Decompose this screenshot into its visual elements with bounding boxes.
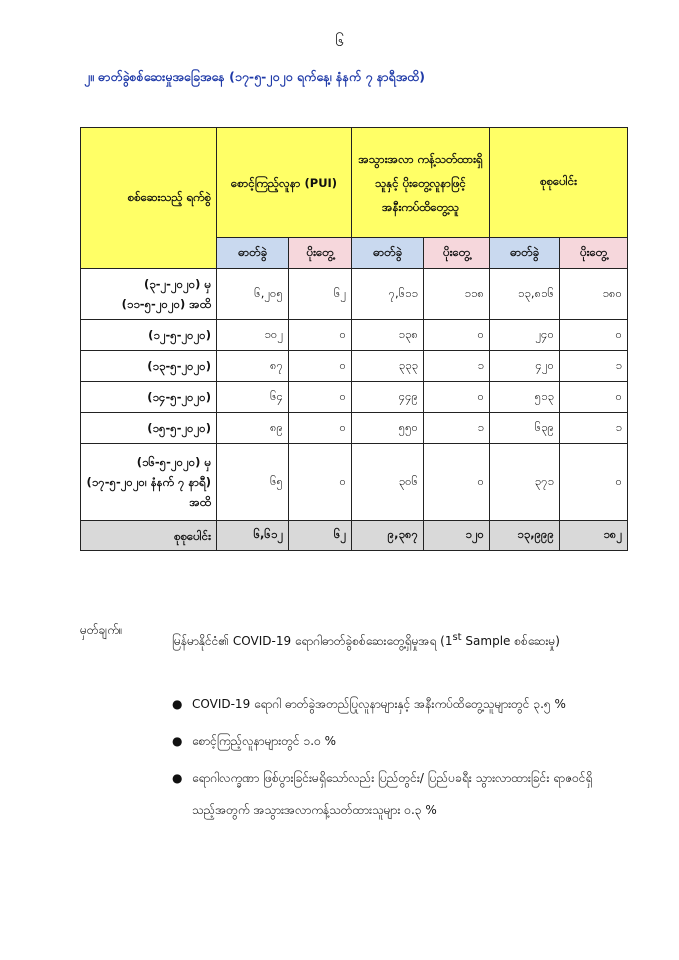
row-date: (၁၄-၅-၂၀၂၀) bbox=[81, 382, 217, 413]
table-row bbox=[81, 320, 628, 351]
bullet-icon: ● bbox=[172, 771, 183, 785]
total-positive-value: ၀ bbox=[560, 320, 628, 351]
pui-tested-value: ၆၄ bbox=[217, 382, 289, 413]
contacts-tested-value: ၃၃၃ bbox=[352, 351, 424, 382]
contacts-positive-value: ၀ bbox=[424, 444, 490, 521]
bullet-icon: ● bbox=[172, 734, 183, 748]
pui-tested-total: ၆,၆၁၂ bbox=[217, 521, 289, 551]
total-positive-value: ၁၈၀ bbox=[560, 269, 628, 320]
row-date: (၃-၂-၂၀၂၀) မှ (၁၁-၅-၂၀၂၀) အထိ bbox=[81, 269, 217, 320]
contacts-tested-value: ၄၄၉ bbox=[352, 382, 424, 413]
pui-tested-value: ၁၀၂ bbox=[217, 320, 289, 351]
contacts-positive-value: ၀ bbox=[424, 320, 490, 351]
pui-positive-value: ၀ bbox=[289, 444, 352, 521]
notes-intro bbox=[172, 622, 630, 657]
total-positive-value: ၁ bbox=[560, 351, 628, 382]
row-date: (၁၅-၅-၂၀၂၀) bbox=[81, 413, 217, 444]
bullet-icon: ● bbox=[172, 697, 183, 711]
pui-tested-value: ၈၇ bbox=[217, 351, 289, 382]
contacts-positive-value: ၀ bbox=[424, 382, 490, 413]
pui-tested-value: ၆,၂၀၅ bbox=[217, 269, 289, 320]
contacts-positive-value: ၁ bbox=[424, 351, 490, 382]
notes-intro-text: မြန်မာနိုင်ငံ၏ COVID-19 ရောဂါဓာတ်ခွဲစစ်ဆေးတွေ့ရှိမှုအရ (1 bbox=[172, 634, 453, 648]
contacts-positive-total: ၁၂၀ bbox=[424, 521, 490, 551]
notes-label: မှတ်ချက်။ bbox=[80, 623, 123, 637]
subheader-contacts-positive: ပိုးတွေ့ bbox=[424, 238, 490, 269]
page-number: ၆ bbox=[335, 31, 344, 50]
pui-positive-value: ၆၂ bbox=[289, 269, 352, 320]
subheader-pui-tested: ဓာတ်ခွဲ bbox=[217, 238, 289, 269]
notes-list bbox=[172, 688, 630, 831]
list-item bbox=[172, 762, 630, 826]
list-item bbox=[172, 688, 630, 720]
pui-tested-value: ၈၉ bbox=[217, 413, 289, 444]
contacts-tested-value: ၇,၆၁၁ bbox=[352, 269, 424, 320]
notes-intro-text-end: Sample စစ်ဆေးမှု) bbox=[461, 634, 560, 648]
contacts-positive-value: ၁ bbox=[424, 413, 490, 444]
pui-positive-total: ၆၂ bbox=[289, 521, 352, 551]
table-row bbox=[81, 269, 628, 320]
total-tested-value: ၂၄၀ bbox=[490, 320, 560, 351]
grand-positive-total: ၁၈၂ bbox=[560, 521, 628, 551]
contacts-tested-value: ၃၀၆ bbox=[352, 444, 424, 521]
note-item-text: COVID-19 ရောဂါ ဓာတ်ခွဲအတည်ပြုလူနာများနှင့် အနီးကပ်ထိတွေ့သူများတွင် ၃.၅ % bbox=[192, 697, 566, 711]
subheader-total-tested: ဓာတ်ခွဲ bbox=[490, 238, 560, 269]
header-contacts: အသွားအလာ ကန့်သတ်ထားရှိသူနှင့် ပိုးတွေ့လူနာဖြင့် အနီးကပ်ထိတွေ့သူ bbox=[352, 128, 490, 238]
section-heading: ၂။ ဓာတ်ခွဲစစ်ဆေးမှုအခြေအနေ (၁၇-၅-၂၀၂၀ ရက်နေ့၊ နံနက် ၇ နာရီအထိ) bbox=[84, 69, 425, 84]
grand-tested-total: ၁၃,၉၉၉ bbox=[490, 521, 560, 551]
row-date: (၁၂-၅-၂၀၂၀) bbox=[81, 320, 217, 351]
list-item bbox=[172, 725, 630, 757]
total-tested-value: ၆၃၉ bbox=[490, 413, 560, 444]
note-item-text: စောင့်ကြည့်လူနာများတွင် ၁.၀ % bbox=[192, 734, 337, 748]
contacts-tested-value: ၅၅၀ bbox=[352, 413, 424, 444]
pui-tested-value: ၆၅ bbox=[217, 444, 289, 521]
total-tested-value: ၁၃,၈၁၆ bbox=[490, 269, 560, 320]
header-pui: စောင့်ကြည့်လူနာ (PUI) bbox=[217, 128, 352, 238]
table-row bbox=[81, 413, 628, 444]
total-positive-value: ၁ bbox=[560, 413, 628, 444]
row-date: (၁၃-၅-၂၀၂၀) bbox=[81, 351, 217, 382]
total-row bbox=[81, 521, 628, 551]
header-total: စုစုပေါင်း bbox=[490, 128, 628, 238]
note-item-text: ရောဂါလက္ခဏာ ဖြစ်ပွားခြင်းမရှိသော်လည်း ပြည်တွင်း/ ပြည်ပခရီး သွားလာထားခြင်း ရာဇဝင်ရှိသည့်အတွက် အသွားအလာကန့်သတ်ထားသူများ ၀.၃ % bbox=[192, 771, 593, 817]
contacts-positive-value: ၁၁၈ bbox=[424, 269, 490, 320]
table-row bbox=[81, 444, 628, 521]
table-row bbox=[81, 351, 628, 382]
pui-positive-value: ၀ bbox=[289, 382, 352, 413]
pui-positive-value: ၀ bbox=[289, 351, 352, 382]
contacts-tested-total: ၉,၃၈၇ bbox=[352, 521, 424, 551]
subheader-pui-positive: ပိုးတွေ့ bbox=[289, 238, 352, 269]
contacts-tested-value: ၁၃၈ bbox=[352, 320, 424, 351]
subheader-total-positive: ပိုးတွေ့ bbox=[560, 238, 628, 269]
subheader-contacts-tested: ဓာတ်ခွဲ bbox=[352, 238, 424, 269]
notes-intro-superscript: st bbox=[452, 632, 462, 643]
total-tested-value: ၅၁၃ bbox=[490, 382, 560, 413]
row-date: (၁၆-၅-၂၀၂၀) မှ (၁၇-၅-၂၀၂၀၊ နံနက် ၇ နာရီ) အထိ bbox=[81, 444, 217, 521]
covid-test-table bbox=[80, 127, 628, 551]
total-positive-value: ၀ bbox=[560, 382, 628, 413]
pui-positive-value: ၀ bbox=[289, 413, 352, 444]
total-tested-value: ၄၂၀ bbox=[490, 351, 560, 382]
total-positive-value: ၀ bbox=[560, 444, 628, 521]
total-label: စုစုပေါင်း bbox=[81, 521, 217, 551]
total-tested-value: ၃၇၁ bbox=[490, 444, 560, 521]
header-date: စစ်ဆေးသည့် ရက်စွဲ bbox=[81, 128, 217, 269]
table-row bbox=[81, 382, 628, 413]
pui-positive-value: ၀ bbox=[289, 320, 352, 351]
